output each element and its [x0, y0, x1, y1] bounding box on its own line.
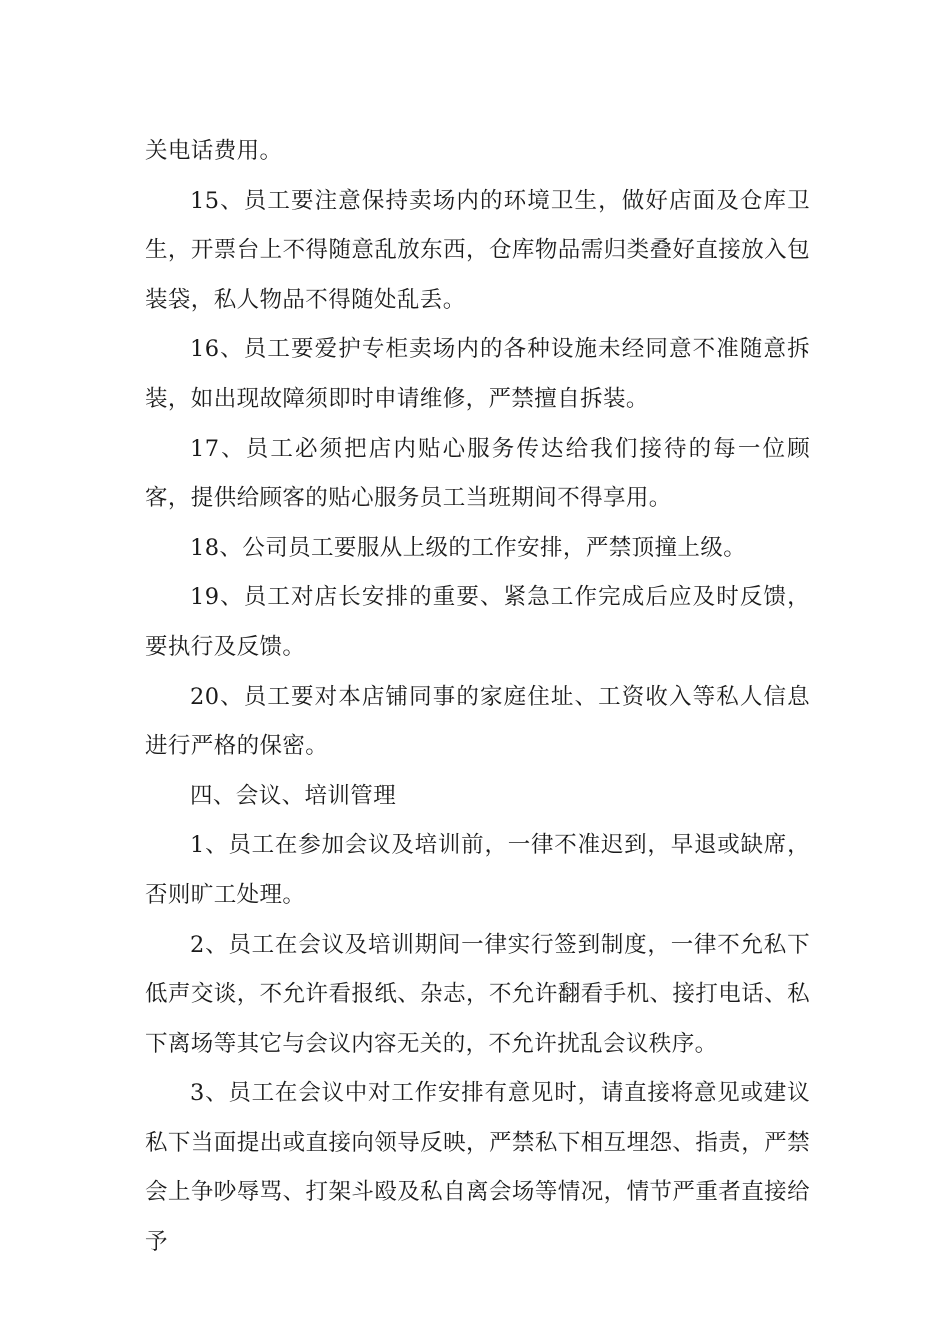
paragraph-item-15: 15、员工要注意保持卖场内的环境卫生，做好店面及仓库卫生，开票台上不得随意乱放东西，仓库物品需归类叠好直接放入包装袋，私人物品不得随处乱丢。 — [145, 187, 810, 313]
paragraph-meeting-item-1: 1、员工在参加会议及培训前，一律不准迟到，早退或缺席，否则旷工处理。 — [145, 832, 810, 908]
paragraph-continuation: 关电话费用。 — [145, 138, 283, 164]
paragraph-item-16: 16、员工要爱护专柜卖场内的各种设施未经同意不准随意拆装，如出现故障须即时申请维修，严禁擅自拆装。 — [145, 336, 810, 412]
paragraph-meeting-item-3: 3、员工在会议中对工作安排有意见时，请直接将意见或建议私下当面提出或直接向领导反映，严禁私下相互埋怨、指责，严禁会上争吵辱骂、打架斗殴及私自离会场等情况，情节严重者直接给予 — [145, 1080, 810, 1256]
paragraph-meeting-item-2: 2、员工在会议及培训期间一律实行签到制度，一律不允私下低声交谈，不允许看报纸、杂志，不允许翻看手机、接打电话、私下离场等其它与会议内容无关的，不允许扰乱会议秩序。 — [145, 931, 810, 1057]
paragraph-item-19: 19、员工对店长安排的重要、紧急工作完成后应及时反馈，要执行及反馈。 — [145, 584, 810, 660]
section-heading-meeting-training: 四、会议、培训管理 — [190, 782, 397, 809]
paragraph-item-18: 18、公司员工要服从上级的工作安排，严禁顶撞上级。 — [190, 534, 747, 561]
paragraph-item-17: 17、员工必须把店内贴心服务传达给我们接待的每一位顾客，提供给顾客的贴心服务员工当班期间不得享用。 — [145, 435, 810, 512]
paragraph-item-20: 20、员工要对本店铺同事的家庭住址、工资收入等私人信息进行严格的保密。 — [145, 683, 810, 760]
document-body — [145, 127, 810, 1268]
